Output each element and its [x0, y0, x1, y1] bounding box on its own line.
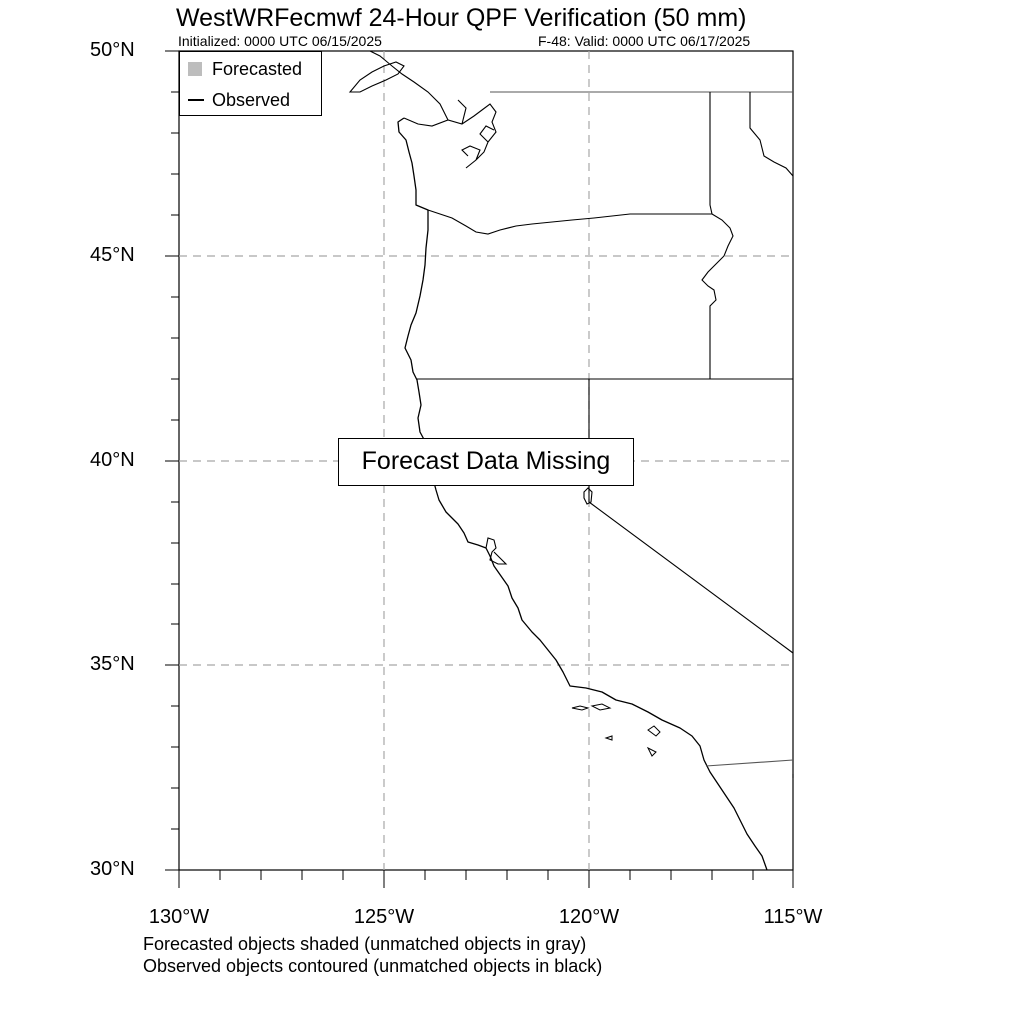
legend-observed	[188, 90, 290, 111]
us-mexico-border	[706, 760, 793, 766]
lon-label-125w: 125°W	[353, 906, 415, 928]
chart-title: WestWRFecmwf 24-Hour QPF Verification (50 mm)	[176, 4, 747, 32]
wa-id-border	[710, 92, 712, 214]
vancouver-island	[350, 62, 404, 92]
observed-line-icon	[188, 99, 204, 101]
lat-label-35n: 35°N	[90, 653, 135, 675]
x-axis-ticks	[179, 870, 793, 888]
ca-nv-border-south	[589, 502, 793, 653]
political-boundaries	[417, 92, 793, 778]
footer-note-forecast: Forecasted objects shaded (unmatched objects in gray)	[143, 934, 587, 954]
lat-label-50n: 50°N	[90, 39, 135, 61]
initialized-time: Initialized: 0000 UTC 06/15/2025	[178, 33, 382, 49]
pacific-coastline	[398, 118, 767, 870]
lat-label-40n: 40°N	[90, 449, 135, 471]
lake-tahoe	[584, 488, 592, 504]
lat-label-30n: 30°N	[90, 858, 135, 880]
legend	[179, 51, 322, 116]
columbia-river	[428, 210, 712, 234]
legend-forecasted	[188, 59, 302, 80]
lon-label-120w: 120°W	[558, 906, 620, 928]
lon-label-115w: 115°W	[763, 906, 823, 928]
forecast-missing-message: Forecast Data Missing	[338, 438, 634, 486]
lon-label-130w: 130°W	[148, 906, 210, 928]
valid-time: F-48: Valid: 0000 UTC 06/17/2025	[538, 33, 751, 49]
id-mt-border	[750, 92, 793, 176]
footer-note-observed: Observed objects contoured (unmatched objects in black)	[143, 956, 603, 976]
salish-sea	[370, 51, 496, 168]
legend-observed-label: Observed	[212, 90, 291, 110]
or-id-border	[702, 214, 733, 379]
y-axis-ticks	[165, 51, 179, 870]
lat-label-45n: 45°N	[90, 244, 135, 266]
legend-forecasted-label: Forecasted	[212, 59, 303, 79]
san-francisco-bay	[486, 538, 506, 564]
forecast-swatch-icon	[188, 62, 202, 76]
